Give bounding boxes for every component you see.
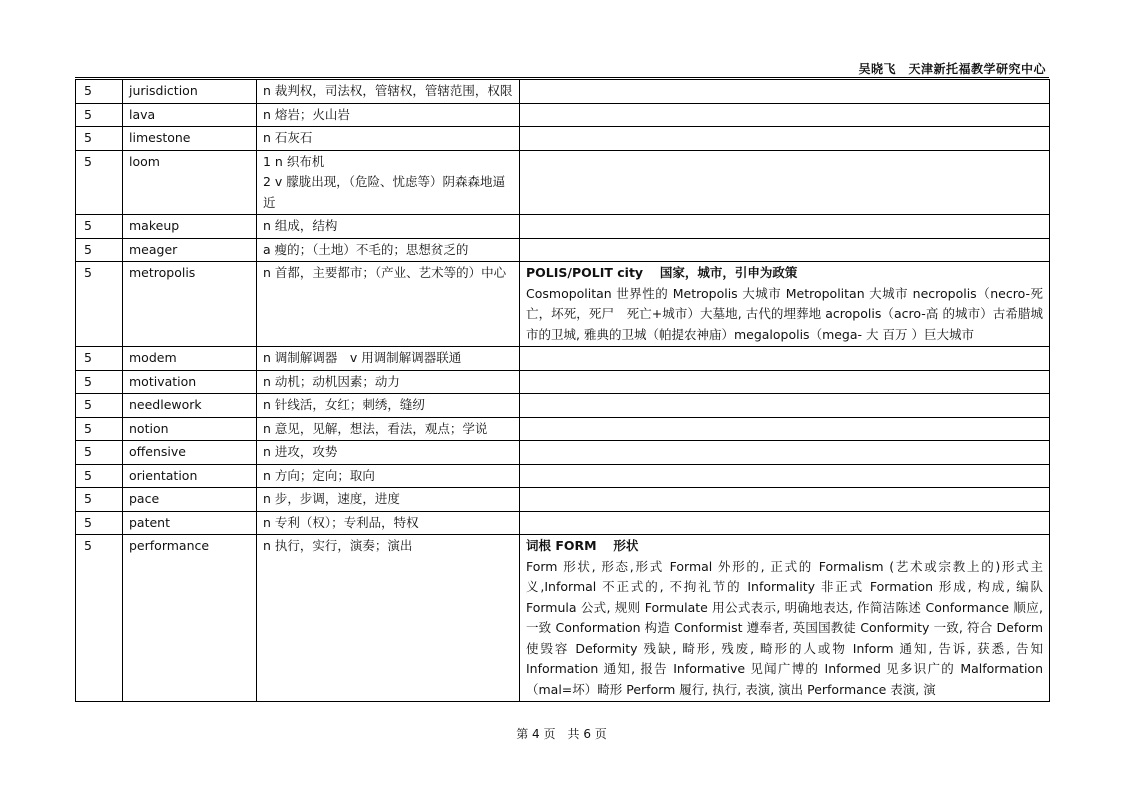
- level-cell: 5: [76, 441, 123, 465]
- table-row: [76, 488, 1050, 512]
- word-cell: notion: [123, 417, 257, 441]
- level-cell: 5: [76, 347, 123, 371]
- etymology-cell: [520, 103, 1050, 127]
- word-cell: metropolis: [123, 262, 257, 347]
- meaning-line: n 熔岩；火山岩: [263, 106, 350, 122]
- level-cell: 5: [76, 215, 123, 239]
- level-cell: 5: [76, 238, 123, 262]
- word-cell: jurisdiction: [123, 80, 257, 104]
- meaning-line: n 意见，见解，想法，看法，观点；学说: [263, 420, 488, 436]
- meaning-line: n 方向；定向；取向: [263, 467, 375, 483]
- etymology-cell: [520, 215, 1050, 239]
- meaning-line: n 组成，结构: [263, 218, 338, 233]
- meaning-cell: [257, 262, 520, 347]
- etymology-body: Form 形状, 形态,形式 Formal 外形的, 正式的 Formalism (艺术或宗教上的)形式主义,Informal 不正式的, 不拘礼节的 Informality 非正式 Formation 形成, 构成, 编队 Formula 公式, 规则 Formulate 用公式表示, 明确地表达, 作简洁陈述 Conformance 顺应, 一致 Conformation 构造 Conformist 遵奉者, 英国国教徒 Conformity 一致, 符合 Deform 使毁容 Deformity 残缺, 畸形, 残废, 畸形的人或物 Inform 通知, 告诉, 获悉, 告知 Information 通知, 报告 Informative 见闻广博的 Informed 见多识广的 Malformation（mal=坏）畸形 Perform 履行, 执行, 表演, 演出 Performance 表演, 演: [526, 558, 1043, 697]
- etymology-cell: [520, 511, 1050, 535]
- etymology-cell: [520, 127, 1050, 151]
- meaning-line: n 步，步调，速度，进度: [263, 491, 400, 506]
- etymology-cell: [520, 80, 1050, 104]
- header-rule: [75, 77, 1049, 78]
- etymology-title: 词根 FORM 形状: [526, 538, 639, 553]
- meaning-line: n 执行，实行，演奏；演出: [263, 538, 413, 553]
- level-cell: 5: [76, 511, 123, 535]
- level-cell: 5: [76, 80, 123, 104]
- etymology-cell: [520, 347, 1050, 371]
- meaning-cell: [257, 80, 520, 104]
- table-row: [76, 464, 1050, 488]
- meaning-cell: [257, 488, 520, 512]
- page-footer: 第 4 页 共 6 页: [516, 727, 607, 741]
- meaning-cell: [257, 394, 520, 418]
- etymology-cell: [520, 535, 1050, 702]
- meaning-cell: [257, 127, 520, 151]
- meaning-line: a 瘦的；（土地）不毛的；思想贫乏的: [263, 241, 469, 257]
- vocabulary-table: [75, 79, 1050, 702]
- level-cell: 5: [76, 488, 123, 512]
- word-cell: motivation: [123, 370, 257, 394]
- table-row: [76, 127, 1050, 151]
- word-cell: needlework: [123, 394, 257, 418]
- meaning-line: 2 v 朦胧出现，（危险、忧虑等）阴森森地逼近: [263, 174, 506, 210]
- word-cell: pace: [123, 488, 257, 512]
- word-cell: loom: [123, 150, 257, 215]
- level-cell: 5: [76, 150, 123, 215]
- level-cell: 5: [76, 535, 123, 702]
- meaning-line: n 专利（权）；专利品，特权: [263, 514, 419, 530]
- word-cell: makeup: [123, 215, 257, 239]
- table-row: [76, 215, 1050, 239]
- level-cell: 5: [76, 370, 123, 394]
- word-cell: modem: [123, 347, 257, 371]
- page-header: 吴晓飞 天津新托福教学研究中心: [858, 62, 1046, 76]
- level-cell: 5: [76, 262, 123, 347]
- meaning-line: n 调制解调器 v 用调制解调器联通: [263, 350, 462, 365]
- table-row: [76, 394, 1050, 418]
- etymology-body: Cosmopolitan 世界性的 Metropolis 大城市 Metropolitan 大城市 necropolis（necro-死亡，坏死，死尸 死亡+城市）大墓地, 古代的埋葬地 acropolis（acro-高 的城市）古希腊城市的卫城, 雅典的卫城（帕提农神庙）megalopolis（mega- 大 百万 ）巨大城市: [526, 285, 1043, 342]
- level-cell: 5: [76, 417, 123, 441]
- meaning-cell: [257, 238, 520, 262]
- etymology-cell: [520, 464, 1050, 488]
- etymology-cell: [520, 238, 1050, 262]
- word-cell: orientation: [123, 464, 257, 488]
- etymology-cell: [520, 441, 1050, 465]
- table-row: [76, 370, 1050, 394]
- table-row: [76, 262, 1050, 347]
- meaning-line: n 针线活，女红；刺绣，缝纫: [263, 397, 425, 412]
- meaning-line: n 裁判权，司法权，管辖权，管辖范围，权限: [263, 83, 513, 98]
- level-cell: 5: [76, 394, 123, 418]
- etymology-cell: [520, 417, 1050, 441]
- meaning-cell: [257, 347, 520, 371]
- meaning-line: n 动机；动机因素；动力: [263, 373, 400, 389]
- table-row: [76, 238, 1050, 262]
- word-cell: offensive: [123, 441, 257, 465]
- meaning-cell: [257, 370, 520, 394]
- level-cell: 5: [76, 464, 123, 488]
- table-row: [76, 511, 1050, 535]
- table-row: [76, 417, 1050, 441]
- etymology-cell: [520, 394, 1050, 418]
- meaning-cell: [257, 464, 520, 488]
- meaning-line: 1 n 织布机: [263, 153, 325, 169]
- table-row: [76, 441, 1050, 465]
- level-cell: 5: [76, 103, 123, 127]
- meaning-cell: [257, 441, 520, 465]
- word-cell: limestone: [123, 127, 257, 151]
- word-cell: patent: [123, 511, 257, 535]
- meaning-cell: [257, 417, 520, 441]
- etymology-cell: [520, 150, 1050, 215]
- table-row: [76, 80, 1050, 104]
- meaning-cell: [257, 511, 520, 535]
- etymology-title: POLIS/POLIT city 国家，城市，引申为政策: [526, 265, 798, 280]
- meaning-cell: [257, 103, 520, 127]
- meaning-cell: [257, 215, 520, 239]
- etymology-cell: [520, 488, 1050, 512]
- word-cell: meager: [123, 238, 257, 262]
- meaning-cell: [257, 150, 520, 215]
- meaning-line: n 首都，主要都市；（产业、艺术等的）中心: [263, 265, 507, 280]
- level-cell: 5: [76, 127, 123, 151]
- etymology-cell: [520, 370, 1050, 394]
- etymology-cell: [520, 262, 1050, 347]
- meaning-line: n 进攻，攻势: [263, 444, 338, 459]
- table-row: [76, 103, 1050, 127]
- word-cell: performance: [123, 535, 257, 702]
- table-row: [76, 535, 1050, 702]
- meaning-line: n 石灰石: [263, 130, 313, 145]
- table-row: [76, 347, 1050, 371]
- meaning-cell: [257, 535, 520, 702]
- table-row: [76, 150, 1050, 215]
- word-cell: lava: [123, 103, 257, 127]
